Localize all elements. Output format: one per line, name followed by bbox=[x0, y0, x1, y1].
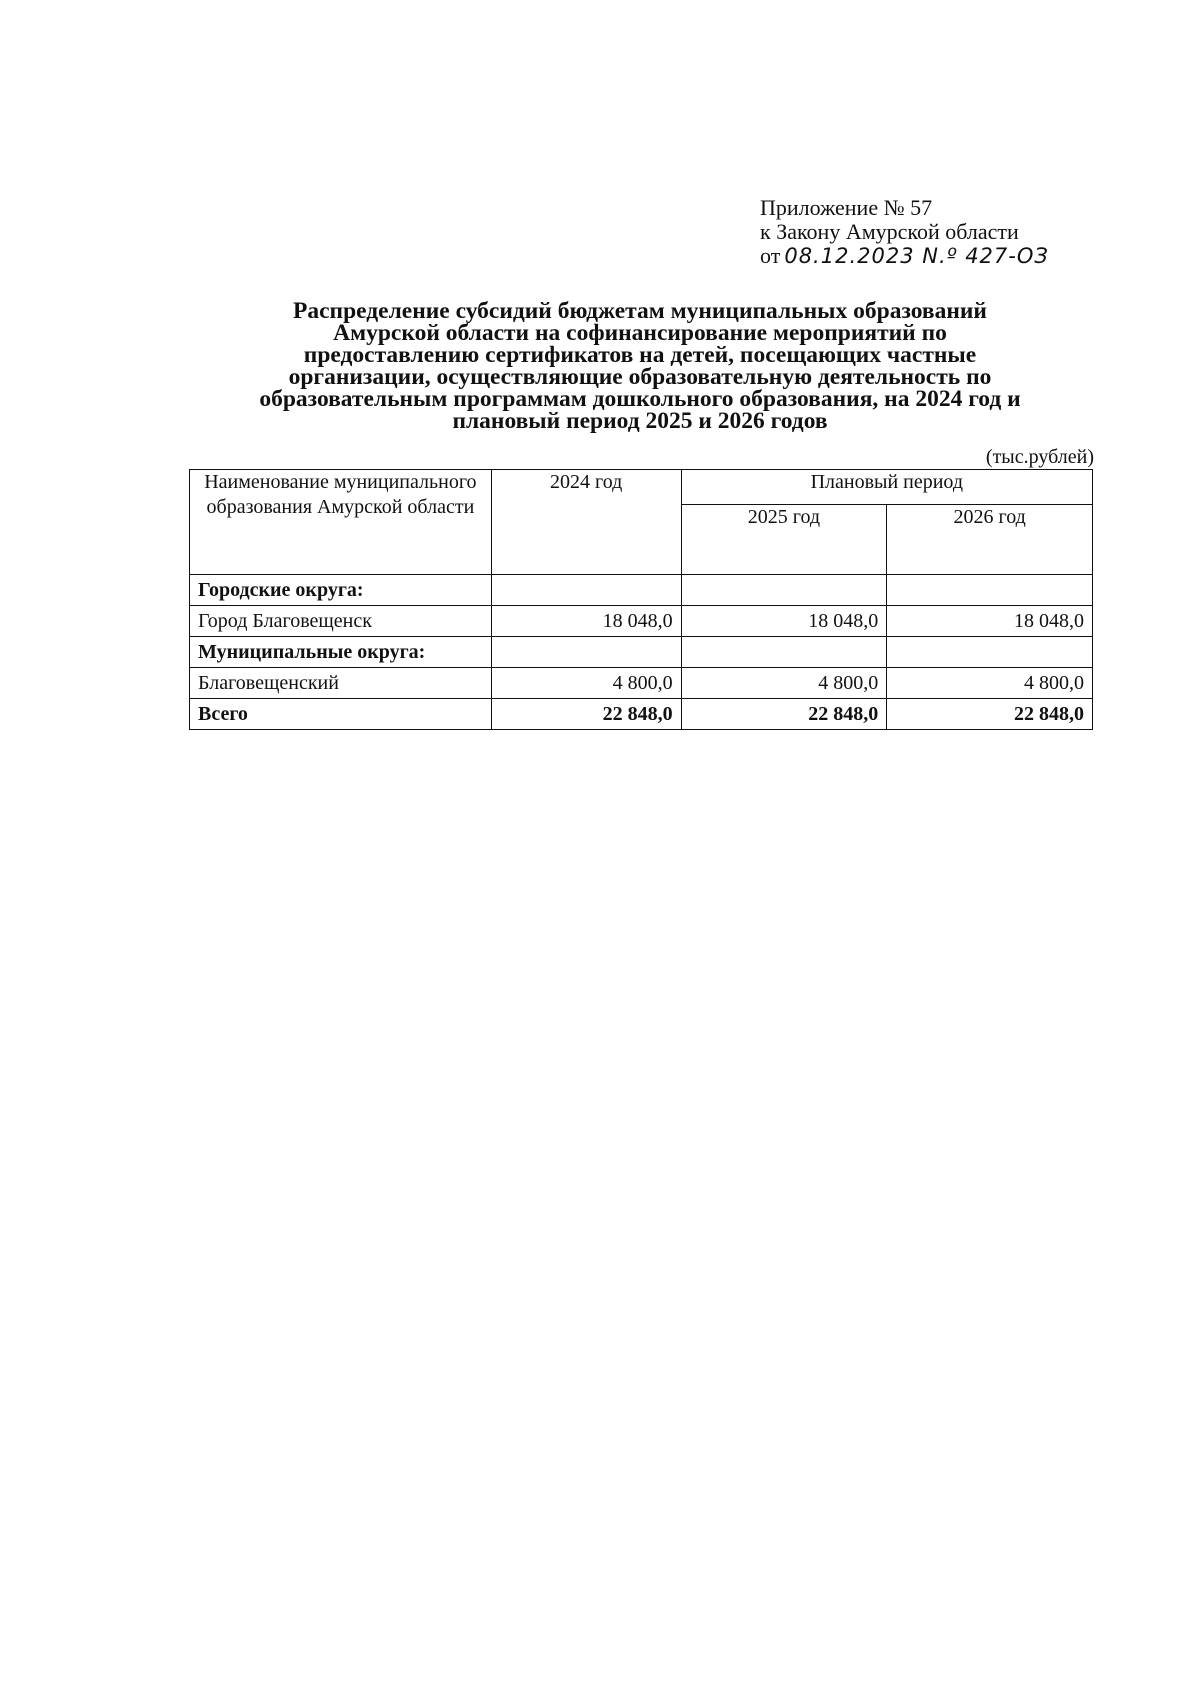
cell-2024: 22 848,0 bbox=[491, 699, 681, 730]
title-line: предоставлению сертификатов на детей, посещающих частные bbox=[303, 342, 977, 368]
header-2025: 2025 год bbox=[681, 504, 887, 574]
cell-2025 bbox=[681, 637, 887, 668]
document-title bbox=[180, 300, 1100, 432]
unit-label: (тыс.рублей) bbox=[985, 446, 1094, 468]
table-row bbox=[190, 668, 1093, 699]
cell-2024: 18 048,0 bbox=[491, 606, 681, 637]
cell-2026: 18 048,0 bbox=[887, 606, 1093, 637]
row-name: Город Благовещенск bbox=[190, 606, 492, 637]
row-name: Всего bbox=[190, 699, 492, 730]
table-row bbox=[190, 637, 1093, 668]
title-line: Распределение субсидий бюджетам муниципальных образований bbox=[293, 298, 987, 324]
title-line: организации, осуществляющие образовательную деятельность по bbox=[288, 364, 992, 390]
cell-2025: 18 048,0 bbox=[681, 606, 887, 637]
cell-2026 bbox=[887, 637, 1093, 668]
cell-2024: 4 800,0 bbox=[491, 668, 681, 699]
appendix-date-line bbox=[760, 244, 1049, 268]
appendix-date-prefix: от bbox=[760, 243, 781, 268]
table-row-total bbox=[190, 699, 1093, 730]
title-line: плановый период 2025 и 2026 годов bbox=[452, 408, 828, 434]
cell-2025 bbox=[681, 575, 887, 606]
header-planned-period: Плановый период bbox=[681, 470, 1092, 505]
cell-2024 bbox=[491, 575, 681, 606]
header-2026: 2026 год bbox=[887, 504, 1093, 574]
row-name: Муниципальные округа: bbox=[190, 637, 492, 668]
header-2024: 2024 год bbox=[491, 470, 681, 575]
header-municipality: Наименование муниципального образования Амурской области bbox=[190, 470, 492, 575]
subsidy-table bbox=[189, 469, 1093, 730]
cell-2026: 22 848,0 bbox=[887, 699, 1093, 730]
cell-2026 bbox=[887, 575, 1093, 606]
appendix-block bbox=[760, 196, 1049, 268]
table-header-row bbox=[190, 470, 1093, 505]
cell-2024 bbox=[491, 637, 681, 668]
appendix-law-reference: к Закону Амурской области bbox=[760, 219, 1019, 244]
title-line: образовательным программам дошкольного образования, на 2024 год и bbox=[259, 386, 1021, 412]
row-name: Благовещенский bbox=[190, 668, 492, 699]
cell-2026: 4 800,0 bbox=[887, 668, 1093, 699]
table-row bbox=[190, 575, 1093, 606]
row-name: Городские округа: bbox=[190, 575, 492, 606]
appendix-number: Приложение № 57 bbox=[760, 195, 933, 220]
title-line: Амурской области на софинансирование мероприятий по bbox=[333, 320, 947, 346]
table-row bbox=[190, 606, 1093, 637]
cell-2025: 22 848,0 bbox=[681, 699, 887, 730]
cell-2025: 4 800,0 bbox=[681, 668, 887, 699]
handwritten-date-number: 08.12.2023 N.º 427-ОЗ bbox=[784, 244, 1049, 268]
